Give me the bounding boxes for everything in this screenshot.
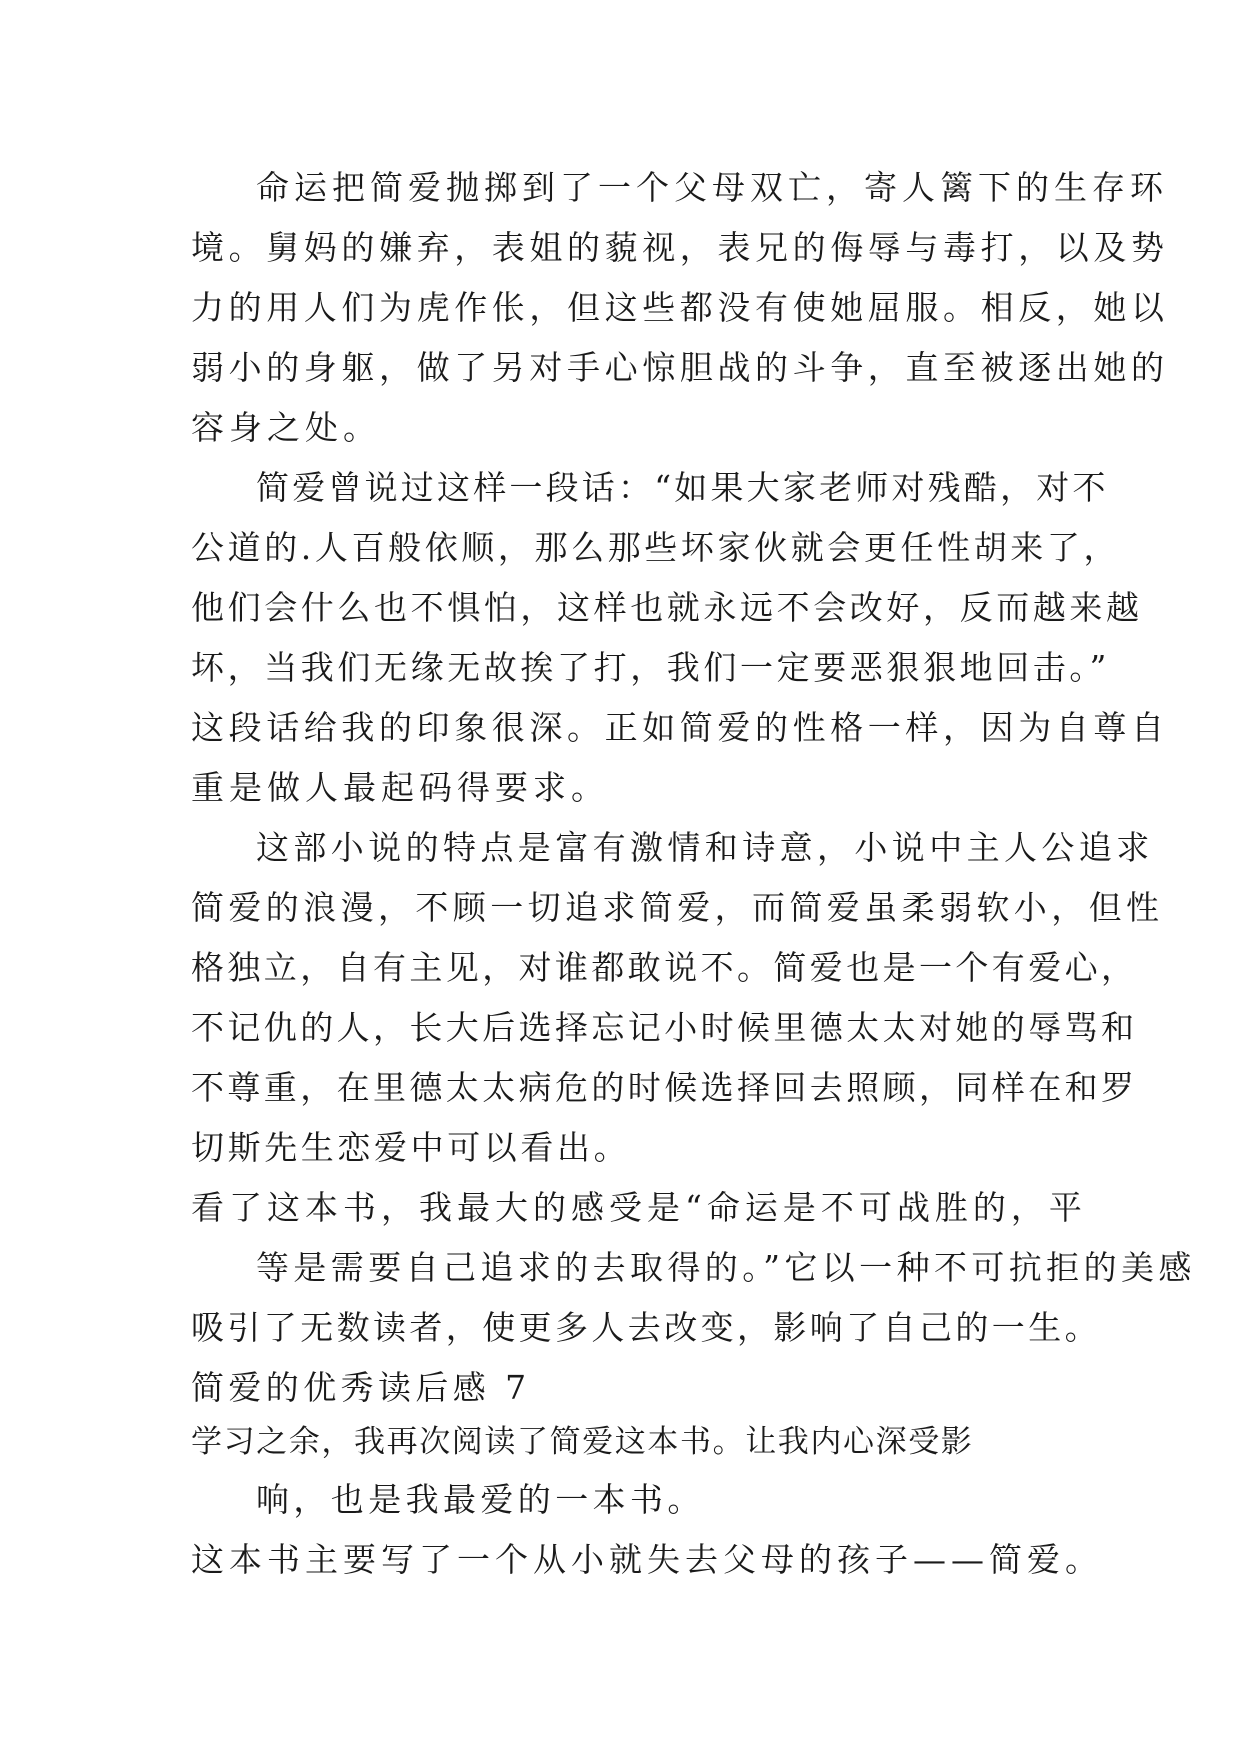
text-line: 简爱曾说过这样一段话：“如果大家老师对残酷，对不 [256, 468, 1109, 507]
text-line: 公道的.人百般依顺，那么那些坏家伙就会更任性胡来了， [191, 528, 1121, 567]
text-line: 这本书主要写了一个从小就失去父母的孩子——简爱。 [191, 1540, 1103, 1579]
text-line: 这段话给我的印象很深。正如简爱的性格一样，因为自尊自 [191, 708, 1169, 747]
text-line: 学习之余，我再次阅读了简爱这本书。让我内心深受影 [191, 1424, 974, 1460]
text-line: 等是需要自己追求的去取得的。”它以一种不可抗拒的美感 [256, 1248, 1196, 1287]
text-line: 力的用人们为虎作伥，但这些都没有使她屈服。相反，她以 [191, 288, 1169, 327]
text-line: 不记仇的人，长大后选择忘记小时候里德太太对她的辱骂和 [191, 1008, 1138, 1047]
text-line: 切斯先生恋爱中可以看出。 [191, 1128, 631, 1167]
text-line: 看了这本书，我最大的感受是“命运是不可战胜的，平 [191, 1188, 1087, 1227]
text-line: 不尊重，在里德太太病危的时候选择回去照顾，同样在和罗 [191, 1068, 1138, 1107]
text-line: 境。舅妈的嫌弃，表姐的藐视，表兄的侮辱与毒打，以及势 [191, 228, 1169, 267]
text-line: 这部小说的特点是富有激情和诗意，小说中主人公追求 [256, 828, 1154, 867]
text-line: 弱小的身躯，做了另对手心惊胆战的斗争，直至被逐出她的 [191, 348, 1169, 387]
text-line: 重是做人最起码得要求。 [191, 768, 609, 807]
text-line: 他们会什么也不惧怕，这样也就永远不会改好，反而越来越 [191, 588, 1143, 627]
text-line: 简爱的浪漫，不顾一切追求简爱，而简爱虽柔弱软小，但性 [191, 888, 1164, 927]
text-line: 吸引了无数读者，使更多人去改变，影响了自己的一生。 [191, 1308, 1101, 1347]
text-line: 格独立，自有主见，对谁都敢说不。简爱也是一个有爱心， [191, 948, 1138, 987]
text-line: 坏，当我们无缘无故挨了打，我们一定要恶狠狠地回击。” [191, 648, 1110, 687]
text-line: 容身之处。 [191, 408, 381, 447]
text-line: 命运把简爱抛掷到了一个父母双亡，寄人篱下的生存环 [256, 168, 1168, 207]
section-heading: 简爱的优秀读后感 7 [191, 1368, 531, 1407]
text-line: 响，也是我最爱的一本书。 [256, 1480, 705, 1519]
